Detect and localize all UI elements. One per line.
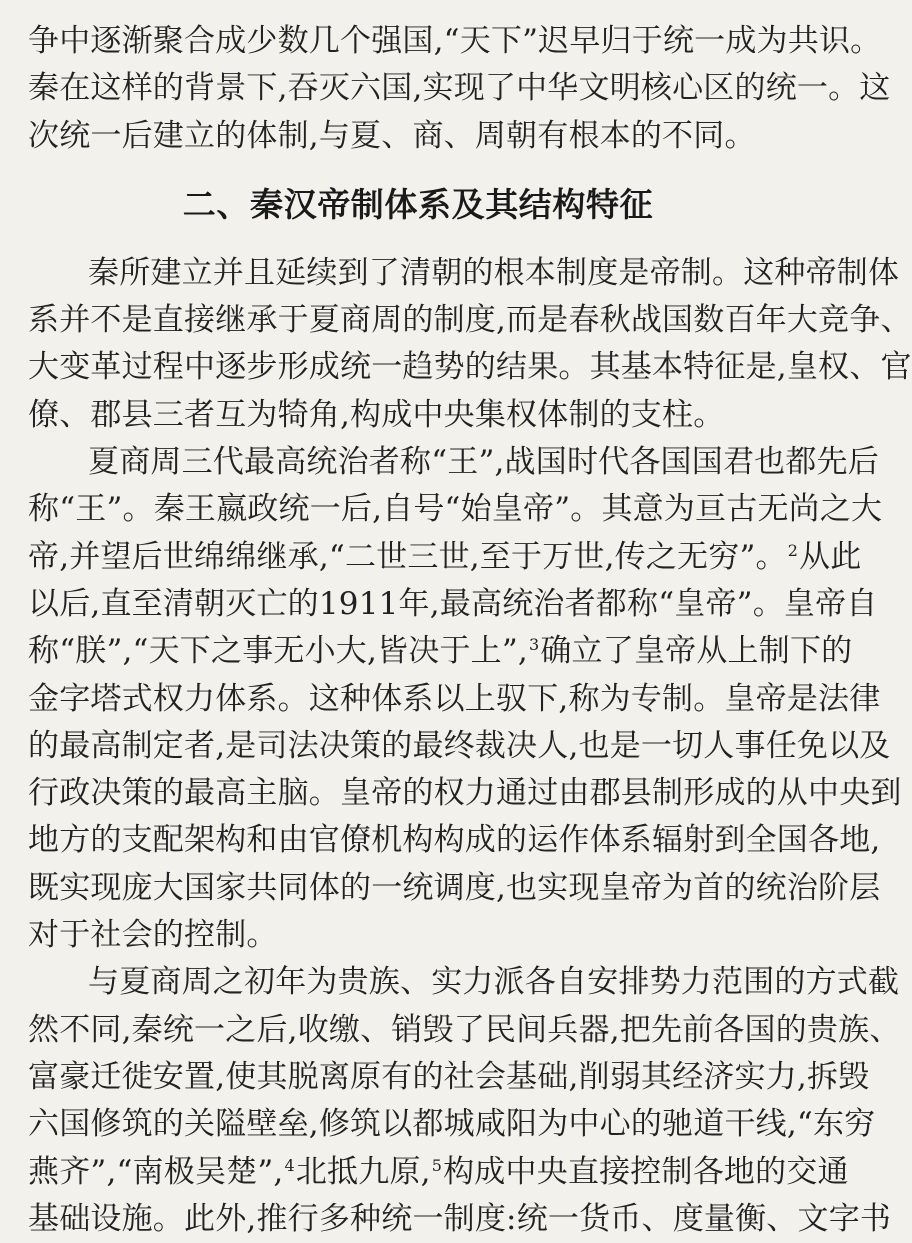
text-segment: 北抵九原, (295, 1153, 431, 1190)
text-segment: 从此 (799, 538, 862, 575)
text-line: 次统一后建立的体制,与夏、商、周朝有根本的不同。 (28, 117, 756, 154)
text-line: 僚、郡县三者互为犄角,构成中央集权体制的支柱。 (28, 396, 725, 433)
text-line: 称“王”。秦王嬴政统一后,自号“始皇帝”。其意为亘古无尚之大 (28, 491, 883, 528)
text-line: 行政决策的最高主脑。皇帝的权力通过由郡县制形成的从中央到 (28, 775, 902, 812)
paragraph-first-line: 秦所建立并且延续到了清朝的根本制度是帝制。这种帝制体 (88, 254, 900, 291)
text-line: 秦在这样的背景下,吞灭六国,实现了中华文明核心区的统一。这 (28, 70, 891, 107)
text-line: 基础设施。此外,推行多种统一制度:统一货币、度量衡、文字书 (28, 1200, 892, 1237)
text-line: 大变革过程中逐步形成统一趋势的结果。其基本特征是,皇权、官 (28, 349, 912, 386)
text-line (28, 1149, 849, 1196)
text-segment: 确立了皇帝从上制下的 (540, 633, 853, 670)
paragraph-first-line: 与夏商周之初年为贵族、实力派各自安排势力范围的方式截 (88, 964, 900, 1001)
text-line: 金字塔式权力体系。这种体系以上驭下,称为专制。皇帝是法律 (28, 680, 881, 717)
text-segment: 燕齐”,“南极吴楚”, (28, 1153, 284, 1190)
document-content (28, 18, 912, 1243)
paragraph-first-line: 夏商周三代最高统治者称“王”,战国时代各国国君也都先后 (88, 444, 879, 481)
text-line: 系并不是直接继承于夏商周的制度,而是春秋战国数百年大竞争、 (28, 302, 912, 339)
text-line (28, 628, 853, 675)
text-line: 对于社会的控制。 (28, 917, 278, 954)
text-line: 六国修筑的关隘壁垒,修筑以都城咸阳为中心的驰道干线,“东穷 (28, 1106, 876, 1143)
text-line: 富豪迁徙安置,使其脱离原有的社会基础,削弱其经济实力,拆毁 (28, 1058, 870, 1095)
text-segment: 构成中央直接控制各地的交通 (443, 1153, 849, 1190)
text-line: 争中逐渐聚合成少数几个强国,“天下”迟早归于统一成为共识。 (28, 23, 882, 59)
footnote-marker: 3 (528, 635, 540, 655)
text-line: 地方的支配架构和由官僚机构构成的运作体系辐射到全国各地, (28, 822, 881, 859)
text-line: 既实现庞大国家共同体的一统调度,也实现皇帝为首的统治阶层 (28, 869, 881, 906)
footnote-marker: 2 (787, 540, 799, 560)
text-line: 然不同,秦统一之后,收缴、销毁了民间兵器,把先前各国的贵族、 (28, 1011, 901, 1048)
text-segment: 称“朕”,“天下之事无小大,皆决于上”, (28, 633, 528, 670)
text-line: 的最高制定者,是司法决策的最终裁决人,也是一切人事任免以及 (28, 727, 891, 764)
text-line (28, 534, 862, 581)
footnote-marker: 4 (284, 1155, 295, 1175)
text-segment: 帝,并望后世绵绵继承,“二世三世,至于万世,传之无穷”。 (28, 538, 787, 575)
text-line: 以后,直至清朝灭亡的1911年,最高统治者都称“皇帝”。皇帝自 (28, 585, 878, 622)
section-heading: 二、秦汉帝制体系及其结构特征 (182, 185, 654, 225)
footnote-marker: 5 (431, 1155, 443, 1175)
